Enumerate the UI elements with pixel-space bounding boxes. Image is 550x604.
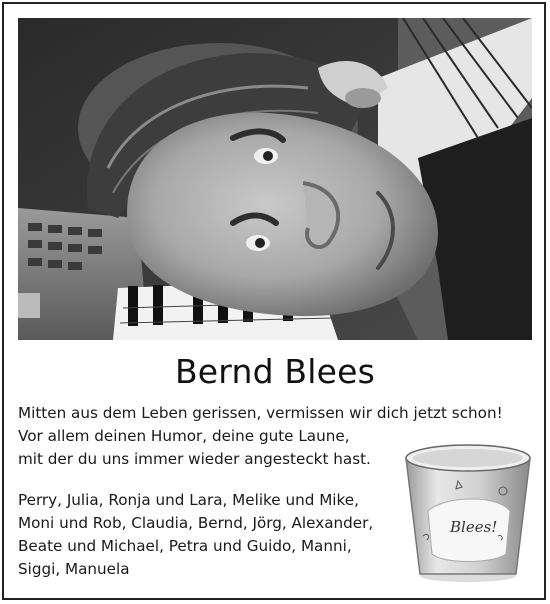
portrait-photo <box>18 18 532 340</box>
candle-glass-image <box>398 436 538 584</box>
signature-line: Siggi, Manuela <box>18 560 130 578</box>
signature-line: Beate und Michael, Petra und Guido, Manni, <box>18 537 352 555</box>
message-line: Vor allem deinen Humor, deine gute Laune, <box>18 427 350 445</box>
mourners-signature <box>18 489 418 581</box>
message-line: mit der du uns immer wieder angesteckt hast. <box>18 450 371 468</box>
signature-line: Moni und Rob, Claudia, Bernd, Jörg, Alexander, <box>18 514 374 532</box>
message-line: Mitten aus dem Leben gerissen, vermissen wir dich jetzt schon! <box>18 404 503 422</box>
candle-inscription: Blees! <box>450 518 498 536</box>
deceased-name: Bernd Blees <box>174 352 376 391</box>
signature-line: Perry, Julia, Ronja und Lara, Melike und Mike, <box>18 491 359 509</box>
